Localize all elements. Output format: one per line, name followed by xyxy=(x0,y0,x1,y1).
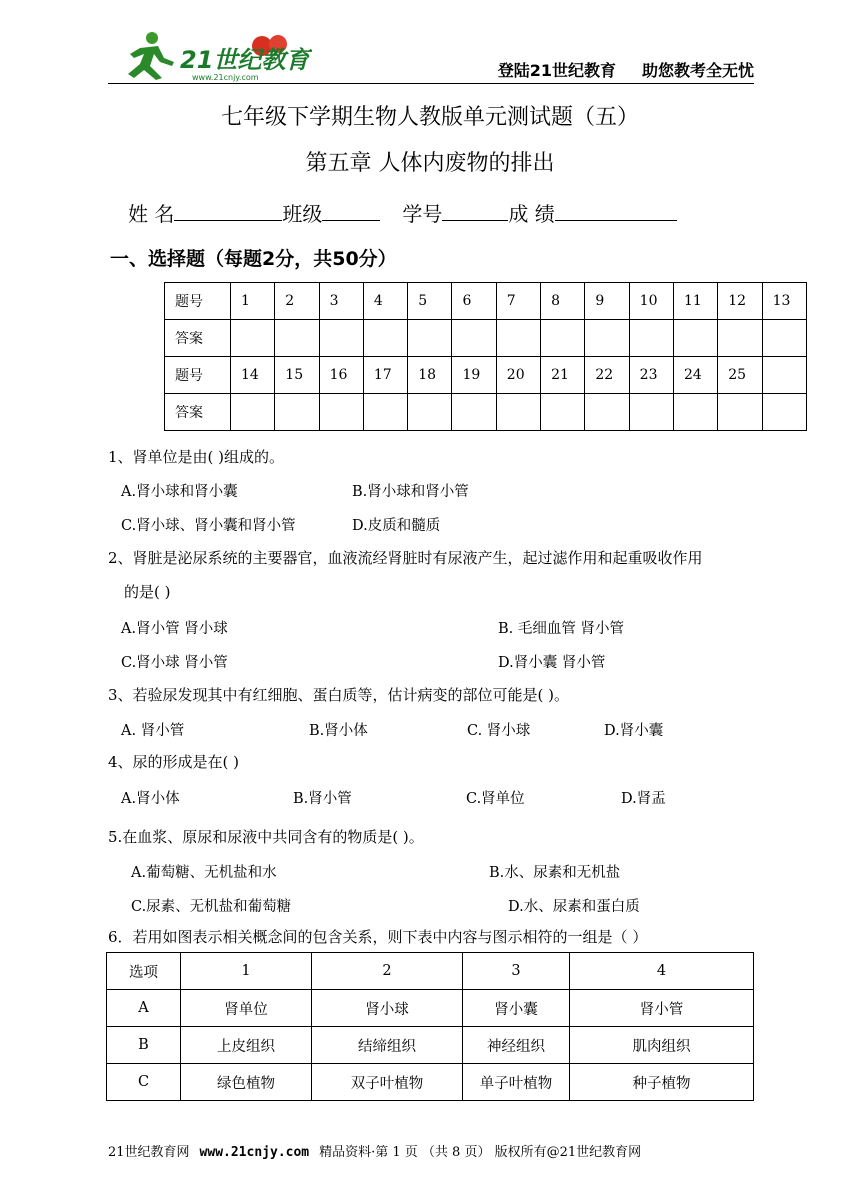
question-2-option-a[interactable]: A.肾小管 肾小球 xyxy=(121,621,228,637)
answer-cell[interactable] xyxy=(496,394,540,431)
question-1-option-b[interactable]: B.肾小球和肾小管 xyxy=(352,484,469,500)
answer-cell[interactable] xyxy=(673,320,717,357)
question-4-stem: 4、尿的形成是在( ) xyxy=(108,753,240,771)
footer-site-link[interactable]: www.21cnjy.com xyxy=(199,1145,310,1160)
table-cell: 肾单位 xyxy=(181,990,312,1027)
answer-cell[interactable] xyxy=(762,320,806,357)
question-number: 3 xyxy=(319,283,363,320)
question-number: 23 xyxy=(629,357,673,394)
answer-cell[interactable] xyxy=(275,320,319,357)
question-number: 1 xyxy=(231,283,275,320)
question-1-stem: 1、肾单位是由( )组成的。 xyxy=(108,448,285,466)
table-row[interactable] xyxy=(107,990,754,1027)
class-blank[interactable] xyxy=(322,202,380,221)
answer-cell[interactable] xyxy=(541,320,585,357)
question-1-option-a[interactable]: A.肾小球和肾小囊 xyxy=(121,484,238,500)
answer-cell[interactable] xyxy=(762,394,806,431)
table-row xyxy=(165,283,807,320)
column-header: 3 xyxy=(463,953,570,990)
question-number: 17 xyxy=(363,357,407,394)
question-5-option-a[interactable]: A.葡萄糖、无机盐和水 xyxy=(131,865,277,881)
answer-cell[interactable] xyxy=(363,320,407,357)
table-cell: 单子叶植物 xyxy=(463,1064,570,1101)
question-number: 12 xyxy=(718,283,762,320)
header-divider xyxy=(108,83,754,84)
footer-left: 21世纪教育网 xyxy=(108,1145,190,1160)
question-number: 14 xyxy=(231,357,275,394)
question-4-option-a[interactable]: A.肾小体 xyxy=(121,791,180,807)
class-label: 班级 xyxy=(282,202,323,226)
question-number: 7 xyxy=(496,283,540,320)
answer-cell[interactable] xyxy=(408,394,452,431)
name-blank[interactable] xyxy=(174,202,282,221)
question-3-stem: 3、若验尿发现其中有红细胞、蛋白质等，估计病变的部位可能是( )。 xyxy=(108,686,570,704)
question-2-stem: 2、肾脏是泌尿系统的主要器官，血液流经肾脏时有尿液产生，起过滤作用和起重吸收作用 xyxy=(108,549,703,567)
score-label: 成 绩 xyxy=(508,202,555,226)
table-row[interactable] xyxy=(107,1027,754,1064)
slogan-left: 登陆21世纪教育 xyxy=(497,61,616,80)
option-label: B xyxy=(107,1027,181,1064)
answer-cell[interactable] xyxy=(541,394,585,431)
question-6-stem: 6．若用如图表示相关概念间的包含关系，则下表中内容与图示相符的一组是（ ） xyxy=(108,928,648,946)
table-cell: 种子植物 xyxy=(570,1064,754,1101)
column-header: 2 xyxy=(312,953,463,990)
row-label: 答案 xyxy=(165,320,231,357)
table-cell: 肾小管 xyxy=(570,990,754,1027)
answer-cell[interactable] xyxy=(718,320,762,357)
question-1-option-d[interactable]: D.皮质和髓质 xyxy=(352,518,441,534)
answer-cell[interactable] xyxy=(319,320,363,357)
answer-cell[interactable] xyxy=(452,394,496,431)
question-number: 8 xyxy=(541,283,585,320)
table-row xyxy=(165,357,807,394)
answer-cell[interactable] xyxy=(673,394,717,431)
number-blank[interactable] xyxy=(442,202,508,221)
column-header: 选项 xyxy=(107,953,181,990)
answer-cell[interactable] xyxy=(363,394,407,431)
question-number: 10 xyxy=(629,283,673,320)
question-number: 19 xyxy=(452,357,496,394)
question-number: 22 xyxy=(585,357,629,394)
answer-cell[interactable] xyxy=(319,394,363,431)
site-logo xyxy=(112,28,312,82)
question-number: 2 xyxy=(275,283,319,320)
question-4-option-d[interactable]: D.肾盂 xyxy=(621,791,666,807)
number-label: 学号 xyxy=(402,202,443,226)
table-cell: 肌肉组织 xyxy=(570,1027,754,1064)
table-row xyxy=(165,394,807,431)
question-3-option-a[interactable]: A. 肾小管 xyxy=(121,723,185,739)
table-cell: 双子叶植物 xyxy=(312,1064,463,1101)
question-1-option-c[interactable]: C.肾小球、肾小囊和肾小管 xyxy=(121,518,296,534)
question-number: 16 xyxy=(319,357,363,394)
table-cell: 肾小囊 xyxy=(463,990,570,1027)
table-row[interactable] xyxy=(107,1064,754,1101)
score-blank[interactable] xyxy=(555,202,677,221)
slogan-right: 助您教考全无忧 xyxy=(641,61,754,80)
answer-cell[interactable] xyxy=(231,320,275,357)
question-2-option-c[interactable]: C.肾小球 肾小管 xyxy=(121,655,228,671)
question-2-option-d[interactable]: D.肾小囊 肾小管 xyxy=(498,655,606,671)
answer-cell[interactable] xyxy=(585,320,629,357)
document-title: 七年级下学期生物人教版单元测试题（五） xyxy=(220,105,639,130)
table-row xyxy=(165,320,807,357)
answer-cell[interactable] xyxy=(629,320,673,357)
question-5-option-d[interactable]: D.水、尿素和蛋白质 xyxy=(508,899,640,915)
table-cell: 神经组织 xyxy=(463,1027,570,1064)
answer-cell[interactable] xyxy=(585,394,629,431)
question-number: 11 xyxy=(673,283,717,320)
answer-cell[interactable] xyxy=(275,394,319,431)
column-header: 4 xyxy=(570,953,754,990)
table-cell: 上皮组织 xyxy=(181,1027,312,1064)
section-heading: 一、选择题（每题2分，共50分） xyxy=(110,248,397,270)
question-3-option-b[interactable]: B.肾小体 xyxy=(309,723,368,739)
header-slogan xyxy=(498,58,754,81)
question-number: 15 xyxy=(275,357,319,394)
answer-cell[interactable] xyxy=(231,394,275,431)
answer-cell[interactable] xyxy=(496,320,540,357)
question-2-option-b[interactable]: B. 毛细血管 肾小管 xyxy=(498,621,624,637)
student-info-line xyxy=(128,198,677,227)
document-subtitle: 第五章 人体内废物的排出 xyxy=(305,151,555,176)
question-number xyxy=(762,357,806,394)
footer-right: 精品资料·第 1 页 （共 8 页） 版权所有@21世纪教育网 xyxy=(319,1145,642,1160)
table-header-row xyxy=(107,953,754,990)
page-footer xyxy=(108,1141,641,1160)
table-cell: 绿色植物 xyxy=(181,1064,312,1101)
question-4-option-c[interactable]: C.肾单位 xyxy=(466,791,525,807)
row-label: 题号 xyxy=(165,283,231,320)
row-label: 题号 xyxy=(165,357,231,394)
answer-cell[interactable] xyxy=(452,320,496,357)
question-number: 25 xyxy=(718,357,762,394)
answer-table xyxy=(164,282,807,431)
row-label: 答案 xyxy=(165,394,231,431)
answer-cell[interactable] xyxy=(629,394,673,431)
question-number: 9 xyxy=(585,283,629,320)
question-5-stem: 5.在血浆、原尿和尿液中共同含有的物质是( )。 xyxy=(108,828,424,846)
logo-url: www.21cnjy.com xyxy=(192,73,259,82)
running-man-icon xyxy=(128,32,174,80)
column-header: 1 xyxy=(181,953,312,990)
question-number: 20 xyxy=(496,357,540,394)
question-3-option-c[interactable]: C. 肾小球 xyxy=(467,723,531,739)
option-label: C xyxy=(107,1064,181,1101)
question-number: 24 xyxy=(673,357,717,394)
question-5-option-c[interactable]: C.尿素、无机盐和葡萄糖 xyxy=(131,899,292,915)
question-number: 13 xyxy=(762,283,806,320)
question-3-option-d[interactable]: D.肾小囊 xyxy=(604,723,664,739)
concept-table xyxy=(106,952,754,1101)
question-5-option-b[interactable]: B.水、尿素和无机盐 xyxy=(489,865,621,881)
option-label: A xyxy=(107,990,181,1027)
question-number: 21 xyxy=(541,357,585,394)
question-number: 18 xyxy=(408,357,452,394)
table-cell: 结缔组织 xyxy=(312,1027,463,1064)
table-cell: 肾小球 xyxy=(312,990,463,1027)
question-4-option-b[interactable]: B.肾小管 xyxy=(293,791,352,807)
logo-text: 21世纪教育 xyxy=(180,46,310,74)
question-number: 4 xyxy=(363,283,407,320)
answer-cell[interactable] xyxy=(408,320,452,357)
name-label: 姓 名 xyxy=(128,202,175,226)
answer-cell[interactable] xyxy=(718,394,762,431)
question-number: 5 xyxy=(408,283,452,320)
question-number: 6 xyxy=(452,283,496,320)
question-2-stem-continued: 的是( ) xyxy=(124,583,171,601)
